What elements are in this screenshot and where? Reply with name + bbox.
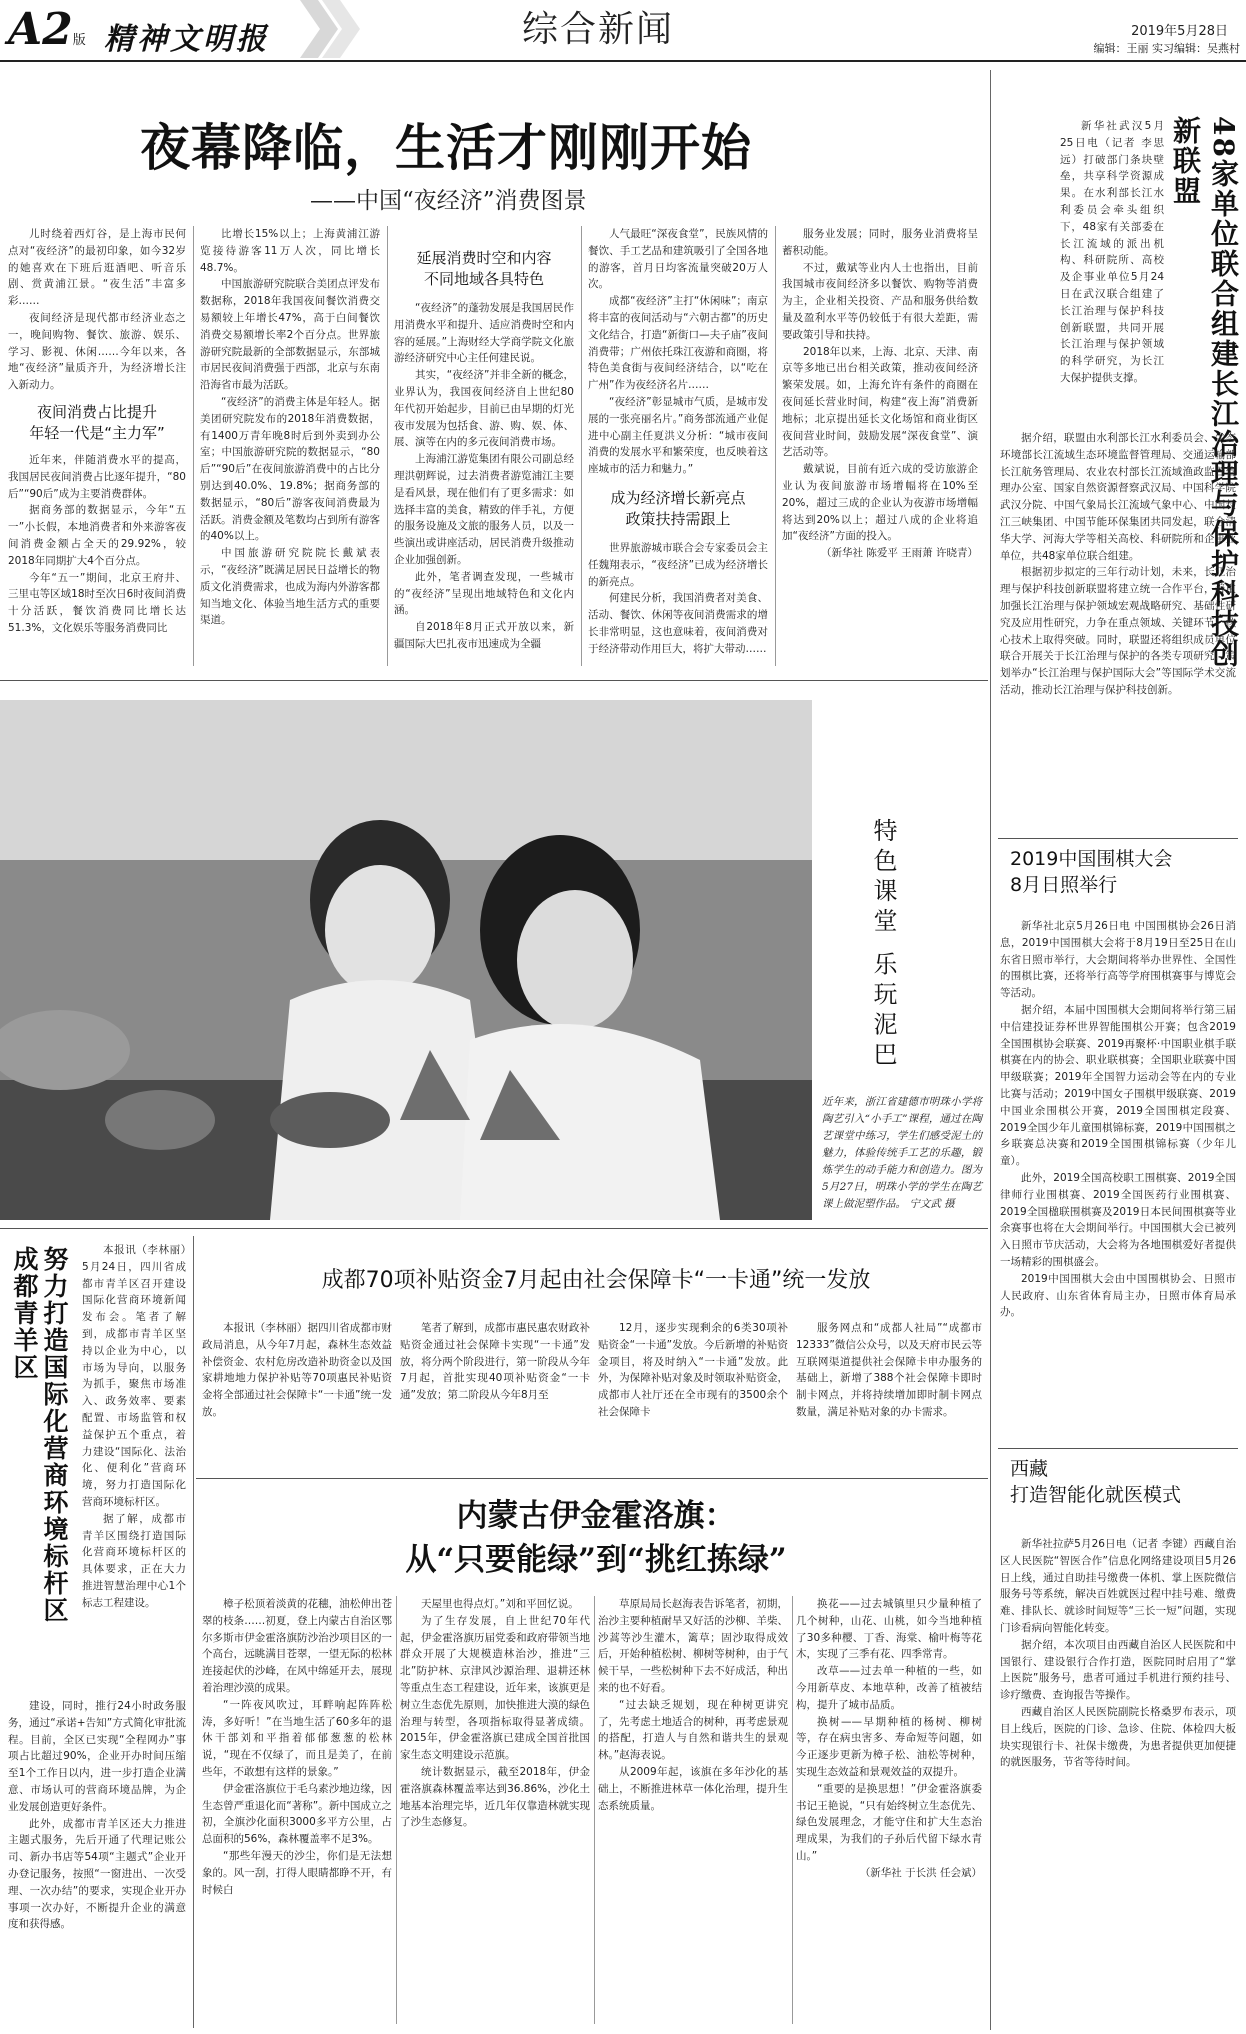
paragraph: 近年来，伴随消费水平的提高，我国居民夜间消费占比逐年提升，“80后”“90后”成为主要消费群体。 [8, 453, 186, 500]
paragraph: 12月，逐步实现剩余的6类30项补贴资金“一卡通”发放。今后新增的补贴资金项目，将及时纳入“一卡通”发放。此外，为保障补贴对象及时领取补贴资金，成都市人社厅还在全市现有的3500余个社会保障卡 [598, 1322, 788, 1418]
section-label [508, 0, 688, 60]
paragraph: 从2009年起，该旗在多年沙化的基础上，不断推进林草一体化治理，提升生态系统质量。 [598, 1765, 788, 1812]
right-section-rule [998, 1448, 1238, 1449]
paragraph: 据了解，成都市青羊区围绕打造国际化营商环境标杆区的具体要求，正在大力推进智慧治理中心1个标志工程建设。 [82, 1512, 186, 1609]
chengdu-wide-body [8, 1698, 186, 2028]
inner-mongolia-column-4 [796, 1596, 982, 2028]
photo-illustration [0, 700, 812, 1220]
inner-mongolia-title: 内蒙古伊金霍洛旗： 从“只要能绿”到“挑红拣绿” [405, 1498, 787, 1578]
paragraph: 自2018年8月正式开放以来，新疆国际大巴扎夜市迅速成为全疆 [394, 621, 574, 650]
paragraph: 成都“夜经济”主打“休闲味”；南京将丰富的夜间活动与“六朝古都”的历史文化结合，打造“新街口—夫子庙”夜间消费带；广州依托珠江夜游和商圈，将特色美食街与夜间经济结合，以“吃在广州”作为夜经济名片…… [588, 295, 768, 392]
page-number-value: A2 [8, 4, 73, 55]
paragraph: 其实，“夜经济”并非全新的概念，业界认为，我国夜间经济自上世纪80年代初开始起步，目前已由早期的灯光夜市发展为包括食、游、购、娱、体、展、演等在内的多元夜间消费市场。 [394, 369, 574, 449]
paragraph: 夜间经济是现代都市经济业态之一，晚间购物、餐饮、旅游、娱乐、学习、影视、休闲……今年以来，各地“夜经济”量质齐升，为经济增长注入新动力。 [8, 311, 186, 392]
column-rule [775, 226, 776, 666]
paragraph: 新华社拉萨5月26日电（记者 李键）西藏自治区人民医院“智医合作”信息化网络建设项目5月26日上线，通过自助挂号缴费一体机、掌上医院微信服务号等系统，解决百姓就医过程中挂号难、缴费难、排队长、就诊时间短等“三长一短”问题，实现门诊看病向智能化转变。 [1000, 1538, 1236, 1634]
right-top-headline: 48家单位联合组建长江治理与保护科技创新联盟 [1169, 116, 1240, 669]
paragraph: “一阵夜风吹过，耳畔响起阵阵松涛，多好听！”在当地生活了60多年的退休干部刘和平指着郁郁葱葱的松林说，“现在不仅绿了，而且是美了，在前些年，不敢想有这样的景象。” [202, 1698, 392, 1778]
masthead: 精神文明报 [104, 22, 269, 57]
news-photo [0, 700, 812, 1220]
paragraph: 换树——早期种植的杨树、柳树等，存在病虫害多、寿命短等问题，如今正逐步更新为樟子松、油松等树种，实现生态效益和景观效益的双提升。 [796, 1715, 982, 1778]
column-rule [387, 226, 388, 666]
subsidy-title: 成都70项补贴资金7月起由社会保障卡“一卡通”统一发放 [321, 1268, 871, 1293]
paragraph: 2019中国围棋大会由中国围棋协会、日照市人民政府、山东省体育局主办，日照市体育局承办。 [1000, 1272, 1236, 1319]
inner-mongolia-column-1 [202, 1596, 392, 2028]
chengdu-narrow-body [82, 1242, 186, 1692]
paragraph: 据介绍，本次项目由西藏自治区人民医院和中国银行、建设银行合作打造，医院同时启用了“掌上医院”服务号，患者可通过手机进行预约挂号、诊疗缴费、查询报告等操作。 [1000, 1638, 1236, 1702]
lead-column-4 [588, 226, 768, 670]
weiqi-body [1000, 918, 1236, 1438]
paragraph: （新华社 于长洪 任会斌） [859, 1866, 982, 1879]
right-section-rule [998, 838, 1238, 839]
header-rule [0, 60, 1246, 62]
subsidy-column-2 [400, 1320, 590, 1470]
paragraph: 何建民分析，我国消费者对美食、活动、餐饮、休闲等夜间消费需求的增长非常明显，这也意味着，夜间消费对于经济带动作用巨大，将扩大带动…… [588, 592, 768, 655]
section-title: 综合新闻 [521, 9, 674, 50]
lead-subhead-2: 延展消费时空和内容 不同地域各具特色 [416, 249, 552, 288]
paragraph: 2018年以来，上海、北京、天津、南京等多地已出台相关政策，推动夜间经济繁荣发展。如，上海允许有条件的商圈在夜间延长营业时间，构建“夜上海”消费新地标；北京提出延长文化场馆和商业街区夜间营业时间，鼓励发展“深夜食堂”、演艺活动等。 [782, 345, 978, 459]
weiqi-title: 2019中国围棋大会 8月日照举行 [1010, 848, 1173, 896]
paragraph: 此外，成都市青羊区还大力推进主题式服务，先后开通了代理记账公司、新办书店等54项“主题式”企业开办登记服务，按照“一窗进出、一次受理、一次办结”的要求，实现企业开办事项一次办好，不断提升企业的满意度和获得感。 [8, 1817, 186, 1931]
right-top-body-b [1000, 430, 1236, 802]
inner-mongolia-column-2 [400, 1596, 590, 2028]
lead-column-2 [200, 226, 380, 670]
editors-line: 编辑：王丽 实习编辑：吴燕村 [1093, 42, 1240, 55]
lead-column-3 [394, 226, 574, 670]
page-number [8, 6, 86, 65]
lead-title: 夜幕降临，生活才刚刚开始 [140, 118, 752, 177]
paragraph: 中国旅游研究院联合美团点评发布数据称，2018年我国夜间餐饮消费交易额较上年增长47%，高于白间餐饮消费交易额增长率2个百分点。世界旅游研究院最新的全部数据显示，东部城市居民夜间消费强于西部，北京与东南沿海省市最为活跃。 [200, 278, 380, 392]
photo-caption-vertical: 特色课堂 乐玩泥巴 [869, 818, 897, 1072]
paragraph: 不过，戴斌等业内人士也指出，目前我国城市夜间经济多以餐饮、购物等消费为主，企业相关投资、产品和服务供给数量及盈利水平等仍较低于有很大差距，需要政策引导和扶持。 [782, 261, 978, 341]
paragraph: 此外，2019全国高校职工围棋赛、2019全国律师行业围棋赛、2019全国医药行业围棋赛、2019全国楹联围棋赛及2019日本民间围棋赛等业余赛事也将在大会期间举行。中国围棋大会已被列入日照市节庆活动，大会将为各地围棋爱好者提供一场精彩的围棋盛会。 [1000, 1171, 1236, 1268]
subsidy-column-1 [202, 1320, 392, 1470]
paragraph: 上海浦江游览集团有限公司副总经理洪朝辉说，过去消费者游览浦江主要是看风景，现在他们有了更多需求：如选择丰富的美食，精致的伴手礼，方便的服务设施及文旅的服务人员，以及一些演出或讲座活动，居民消费升级推动企业加强创新。 [394, 453, 574, 566]
lead-subhead-3: 成为经济增长新亮点 政策扶持需跟上 [610, 488, 746, 528]
paragraph: 统计数据显示，截至2018年，伊金霍洛旗森林覆盖率达到36.86%，沙化土地基本治理完毕，近几年仅靠造林就实现了沙生态修复。 [400, 1765, 590, 1829]
paragraph: 戴斌说，目前有近六成的受访旅游企业认为夜间旅游市场增幅将在10%至20%，超过三成的企业认为夜游市场增幅将达到20%以上；超过八成的企业将追加“夜经济”方面的投入。 [782, 463, 978, 543]
paragraph: “夜经济”的蓬勃发展是我国居民作用消费水平和提升、适应消费时空和内容的延展。”上海财经大学商学院文化旅游经济研究中心主任何建民说。 [394, 302, 574, 365]
paragraph: 伊金霍洛旗位于毛乌素沙地边缘，因生态曾严重退化而“著称”。新中国成立之初，全旗沙化面积3000多平方公里，占总面积的56%，森林覆盖率不足3%。 [202, 1782, 392, 1846]
inner-mongolia-column-3 [598, 1596, 788, 2028]
paragraph: 本报讯（李林丽）5月24日，四川省成都市青羊区召开建设国际化营商环境新闻发布会。笔者了解到，成都市青羊区坚持以企业为中心，以市场为导向，以服务为抓手，聚焦市场准入、政务效率、要素配置、市场监管和权益保护五个重点，着力建设“国际化、法治化、便利化”营商环境，努力打造国际化营商环境标杆区。 [82, 1244, 186, 1508]
paragraph: 世界旅游城市联合会专家委员会主任魏翔表示，“夜经济”已成为经济增长的新亮点。 [588, 541, 768, 588]
paragraph: 建设，同时，推行24小时政务服务，通过“承诺+告知”方式简化审批流程。目前，全区已实现“全程网办”事项占比超过90%，企业开办时间压缩至1个工作日以内，进一步打造企业满意、市场认可的营商环境品牌，为企业发展创造更好条件。 [8, 1700, 186, 1813]
paragraph: 为了生存发展，自上世纪70年代起，伊金霍洛旗历届党委和政府带领当地群众开展了大规模造林治沙，推进“三北”防护林、京津风沙源治理、退耕还林等重点生态工程建设，近年来，该旗更是树立生态优先原则，加快推进大漠的绿色治理与转型，各项指标取得显著成绩。2015年，伊金霍洛旗已建成全国首批国家生态文明建设示范旗。 [400, 1614, 590, 1762]
paragraph: 人气最旺“深夜食堂”，民族风情的餐饮、手工艺品和建筑吸引了全国各地的游客，首月日均客流量突破20万人次。 [588, 228, 768, 291]
paragraph: 草原局局长赵海表告诉笔者，初期，治沙主要种植耐旱又好活的沙柳、羊柴、沙蒿等沙生灌木，篱草；固沙取得成效后，开始种植松树、柳树等树种，由于气候干旱，一些松树种下去不好成活，种出来的也不好看。 [598, 1598, 788, 1694]
paragraph: 西藏自治区人民医院副院长格桑罗布表示，项目上线后，医院的门诊、急诊、住院、体检四大板块实现银行卡、社保卡缴费，为患者提供更加便捷的就医服务，节省等待时间。 [1000, 1705, 1236, 1769]
paragraph: 今年“五一”期间，北京王府井、三里屯等区域18时至次日6时夜间消费十分活跃，餐饮消费同比增长达51.3%，文化娱乐等服务消费同比 [8, 571, 186, 634]
paragraph: 笔者了解到，成都市惠民惠农财政补贴资金通过社会保障卡实现“一卡通”发放，将分两个阶段进行，第一阶段从今年7月起，首批实现40项补贴资金“一卡通”发放；第二阶段从今年8月至 [400, 1322, 590, 1402]
paragraph: “过去缺乏规划，现在种树更讲究了，先考虑土地适合的树种，再考虑景观的搭配，打造人与自然和谐共生的景观林。”赵海表说。 [598, 1698, 788, 1762]
right-column-rule [990, 70, 991, 2030]
paragraph: 服务业发展；同时，服务业消费将呈蓄积动能。 [782, 228, 978, 257]
paragraph: 比增长15%以上；上海黄浦江游览接待游客11万人次，同比增长48.7%。 [200, 228, 380, 274]
header-chevron-decor [300, 0, 520, 58]
paragraph: 据商务部的数据显示，今年“五一”小长假，本地消费者和外来游客夜间消费金额占全天的29.92%，较2018年同期扩大4个百分点。 [8, 504, 186, 567]
column-rule [396, 1596, 397, 2024]
subsidy-column-3 [598, 1320, 788, 1470]
paragraph: 根据初步拟定的三年行动计划，未来，长江治理与保护科技创新联盟将建立统一合作平台，着重加强长江治理与保护领域宏观战略研究、基础性研究及应用性研究，力争在重点领域、关键环节、核心技术上取得突破。同时，联盟还将组织成员单位联合开展关于长江治理与保护的各类专项研究，策划举办“长江治理与保护国际大会”等国际学术交流活动，推动长江治理与保护科技创新。 [1000, 566, 1236, 696]
paragraph: 服务网点和“成都人社局”“成都市12333”微信公众号，以及天府市民云等互联网渠道提供社会保障卡申办服务的基础上，新增了388个社会保障卡即时制卡网点，并将持续增加即时制卡网点数量，满足补贴对象的办卡需求。 [796, 1322, 982, 1418]
section-rule [0, 1228, 988, 1229]
paragraph: 据介绍，本届中国围棋大会期间将举行第三届中信建投证券杯世界智能围棋公开赛；包含2019全国围棋协会联赛、2019再聚杯·中国职业棋手联棋赛在内的协会、职业联棋赛；全国职业联赛中国甲级联赛；2019年全国智力运动会等在内的专业比赛与活动；2019中国女子围棋甲级联赛、2019中国业余围棋公开赛，2019全国围棋定段赛、2019全国少年儿童围棋锦标赛，2019中国围棋之乡联赛总决赛和2019全国围棋锦标赛（少年儿童）。 [1000, 1003, 1236, 1168]
paragraph: 中国旅游研究院院长戴斌表示，“夜经济”既满足居民日益增长的物质文化消费需求，也成为海内外游客都知当地文化、体验当地生活方式的重要渠道。 [200, 547, 380, 627]
chengdu-vertical-head: 成都青羊区 [10, 1246, 39, 1381]
paragraph: 改草——过去单一种植的一些，如今用新草皮、本地草种，改善了植被结构，提升了城市品质。 [796, 1665, 982, 1711]
column-rule [594, 1596, 595, 2024]
paragraph: 本报讯（李林丽）据四川省成都市财政局消息，从今年7月起，森林生态效益补偿资金、农村危房改造补助资金以及国家耕地地力保护补贴等70项惠民补贴资金将全部通过社会保障卡“一卡通”统一发放。 [202, 1322, 392, 1418]
column-rule [193, 1236, 194, 2028]
tibet-title: 西藏 打造智能化就医模式 [1010, 1458, 1182, 1506]
paragraph: （新华社 陈爱平 王雨萧 许晓青） [820, 547, 978, 560]
lead-subhead-1: 夜间消费占比提升 年轻一代是“主力军” [29, 402, 165, 442]
lead-column-5 [782, 226, 978, 670]
photo-caption-text: 近年来，浙江省建德市明珠小学将陶艺引入“小手工”课程，通过在陶艺课堂中练习，学生们感受泥土的魅力，体验传统手工艺的乐趣，锻炼学生的动手能力和创造力。图为5月27日，明珠小学的学生在陶艺课上做泥塑作品。 宁文武 摄 [822, 1096, 982, 1210]
page-number-suffix: 版 [72, 33, 86, 48]
lead-subtitle: ——中国“夜经济”消费图景 [310, 188, 587, 214]
paragraph: “重要的是换思想！”伊金霍洛旗委书记王艳说，“只有始终树立生态优先、绿色发展理念，才能守住和扩大生态治理成果，为我们的子孙后代留下绿水青山。” [796, 1782, 982, 1862]
paragraph: “夜经济”彰显城市气质，是城市发展的一张亮丽名片。”商务部流通产业促进中心副主任夏洪义分析：“城市夜间消费的发展水平和繁荣度，也反映着这座城市的活力和魅力。” [588, 395, 768, 476]
paragraph: 此外，笔者调查发现，一些城市的“夜经济”呈现出地域特色和文化内涵。 [394, 570, 574, 617]
right-top-body-a [1060, 118, 1164, 422]
lead-column-1 [8, 226, 186, 670]
section-rule [196, 1478, 988, 1479]
paragraph: “夜经济”的消费主体是年轻人。据美团研究院发布的2018年消费数据，有1400万青年晚8时后到外卖到办公室；中国旅游研究院的数据显示，“80后”“90后”在夜间旅游消费中的占比分别达到40.0%、19.8%；据商务部的数据显示，“80后”游客夜间消费最为活跃。消费金额及笔数均占到所有游客的40%以上。 [200, 395, 380, 543]
subsidy-column-4 [796, 1320, 982, 1470]
paragraph: 换花——过去城镇里只少量种植了几个树种，山花、山桃，如今当地种植了30多种樱、丁香、海棠、榆叶梅等花木，实现了三季有花、四季常青。 [796, 1598, 982, 1661]
paragraph: 儿时绕着西灯谷，是上海市民何点对“夜经济”的最初印象，如今32岁的她喜欢在下班后逛酒吧、听音乐剧、赏黄浦江景。“夜生活”丰富多彩…… [8, 228, 186, 308]
paragraph: 天屋里也得点灯。”刘和平回忆说。 [421, 1598, 579, 1610]
paragraph: 新华社武汉5月25日电（记者 李思远）打破部门条块壁垒，共享科学资源成果。在水利部长江水利委员会牵头组织下，48家有关部委在长江流域的派出机构、科研院所、高校及企事业单位5月24日在武汉联合组建了长江治理与保护科技创新联盟，共同开展长江治理与保护领域的科学研究，为长江大保护提供支撑。 [1060, 120, 1164, 384]
chengdu-vertical-title: 努力打造国际化营商环境标杆区 [40, 1246, 69, 1624]
paragraph: 新华社北京5月26日电 中国围棋协会26日消息，2019中国围棋大会将于8月19日至25日在山东省日照市举行，大会期间将举办世界性、全国性的围棋比赛，还将举行高等学府围棋赛事与博览会等活动。 [1000, 920, 1236, 1000]
column-rule [792, 1596, 793, 2024]
section-rule [0, 680, 988, 681]
page-header [0, 0, 1246, 62]
column-rule [581, 226, 582, 666]
tibet-body [1000, 1536, 1236, 2026]
column-rule [193, 226, 194, 666]
paragraph: “那些年漫天的沙尘，你们是无法想象的。风一刮，打得人眼睛都睁不开，有时候白 [202, 1849, 392, 1896]
issue-date: 2019年5月28日 [1131, 24, 1228, 39]
paragraph: 据介绍，联盟由水利部长江水利委员会、生态环境部长江流域生态环境监督管理局、交通运输部长江航务管理局、农业农村部长江流域渔政监督管理办公室、国家自然资源督察武汉局、中国科学院武汉分院、中国气象局长江流域气象中心、中国长江三峡集团、中国节能环保集团共同发起，联合清华大学、河海大学等相关高校、科研院所和企事业单位，共48家单位联合组建。 [1000, 432, 1236, 562]
paragraph: 樟子松顶着淡黄的花穗，油松伸出苍翠的枝条……初夏，登上内蒙古自治区鄂尔多斯市伊金霍洛旗防沙治沙项目区的一个高台，远眺满目苍翠，一望无际的松林连接起伏的沙峰，在风中绵延开去，展现着治理沙漠的成果。 [202, 1598, 392, 1694]
